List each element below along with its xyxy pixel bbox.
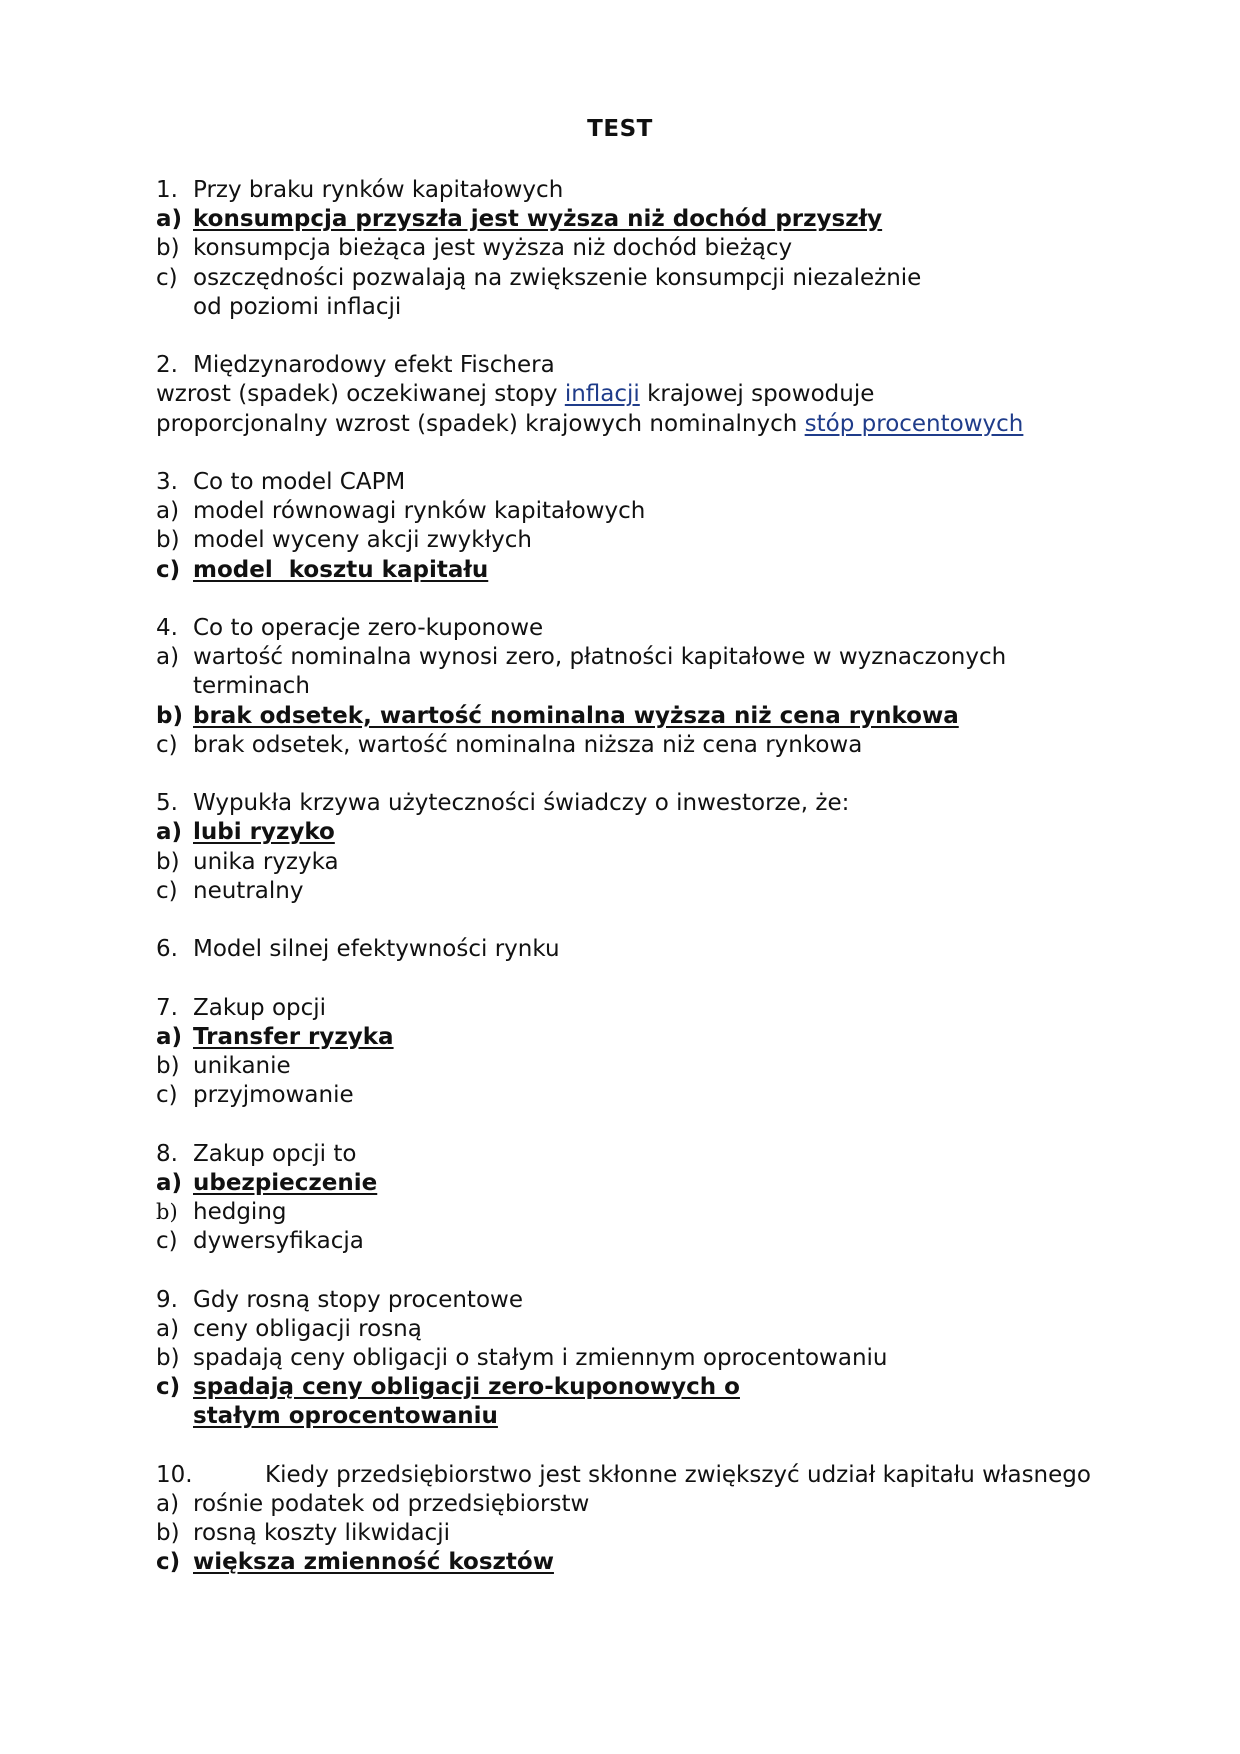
question-2 [156, 351, 1116, 439]
option-text: model równowagi rynków kapitałowych [193, 498, 646, 525]
option-text-correct: spadają ceny obligacji zero-kuponowych o stałym oprocentowaniu [193, 1374, 740, 1430]
option-b [156, 234, 1116, 263]
question-text: Zakup opcji [193, 994, 327, 1021]
option-label: a) [156, 1491, 180, 1517]
question-number: 3. [156, 469, 178, 495]
option-label: b) [156, 702, 183, 729]
option-text-correct: konsumpcja przyszła jest wyższa niż dochód przyszły [193, 206, 883, 233]
option-label: c) [156, 1374, 181, 1401]
option-label: c) [156, 1228, 178, 1255]
option-b [156, 848, 1116, 877]
option-c [156, 556, 1116, 585]
option-text: przyjmowanie [193, 1082, 354, 1109]
question-number: 9. [156, 1286, 178, 1313]
option-b [156, 1052, 1116, 1081]
option-c [156, 1227, 1116, 1256]
option-a [156, 1023, 1116, 1052]
question-number: 10. [156, 1461, 193, 1488]
option-a [156, 818, 1116, 847]
option-c [156, 264, 1116, 322]
option-text: neutralny [193, 877, 304, 904]
option-text-correct: ubezpieczenie [193, 1169, 378, 1196]
option-b [156, 702, 1116, 731]
question-number: 4. [156, 615, 178, 641]
question-text: Przy braku rynków kapitałowych [193, 177, 564, 203]
option-label: b) [156, 527, 180, 554]
answer-line-1: wzrost (spadek) oczekiwanej stopy inflacji krajowej spowoduje [156, 381, 875, 408]
option-b [156, 1344, 1116, 1373]
question-number: 8. [156, 1140, 178, 1167]
option-label: b) [156, 1200, 178, 1224]
question-9 [156, 1286, 1116, 1432]
option-a [156, 1169, 1116, 1198]
option-text: spadają ceny obligacji o stałym i zmiennym oprocentowaniu [193, 1345, 888, 1371]
option-label: b) [156, 1345, 180, 1371]
option-b [156, 1519, 1116, 1548]
option-text-correct: brak odsetek, wartość nominalna wyższa niż cena rynkowa [193, 702, 959, 729]
question-text: Kiedy przedsiębiorstwo jest skłonne zwiększyć udział kapitału własnego [265, 1461, 1091, 1488]
option-label: a) [156, 1315, 180, 1342]
option-a [156, 1315, 1116, 1344]
question-text: Gdy rosną stopy procentowe [193, 1286, 523, 1313]
question-1-header [156, 176, 1116, 205]
question-text: Co to operacje zero-kuponowe [193, 615, 544, 641]
option-b [156, 526, 1116, 555]
option-text: hedging [193, 1199, 287, 1225]
question-list [156, 176, 1116, 1607]
option-label: c) [156, 731, 178, 758]
option-c [156, 1373, 1116, 1431]
question-10 [156, 1461, 1116, 1578]
option-label: c) [156, 264, 178, 291]
interest-rates-link[interactable]: stóp procentowych [804, 410, 1024, 437]
question-4-header [156, 614, 1116, 643]
option-text: dywersyfikacja [193, 1228, 364, 1255]
question-9-header [156, 1286, 1116, 1315]
answer-line-2: proporcjonalny wzrost (spadek) krajowych nominalnych stóp procentowych [156, 410, 1024, 437]
question-number: 6. [156, 936, 178, 963]
question-text: Model silnej efektywności rynku [193, 936, 560, 963]
option-label: c) [156, 877, 178, 904]
option-text: wartość nominalna wynosi zero, płatności kapitałowe w wyznaczonych terminach [193, 644, 1007, 700]
option-label: b) [156, 1053, 180, 1079]
question-7 [156, 994, 1116, 1111]
option-text: unika ryzyka [193, 848, 339, 875]
question-1 [156, 176, 1116, 322]
question-2-header [156, 351, 1116, 380]
option-text-correct: model kosztu kapitału [193, 556, 489, 583]
option-text: model wyceny akcji zwykłych [193, 527, 532, 554]
option-label: b) [156, 848, 180, 875]
question-text: Co to model CAPM [193, 469, 406, 495]
option-c [156, 1081, 1116, 1110]
option-c [156, 877, 1116, 906]
question-3 [156, 468, 1116, 585]
question-text: Międzynarodowy efekt Fischera [193, 352, 555, 379]
option-a [156, 205, 1116, 234]
question-10-header [156, 1461, 1116, 1490]
question-5-header [156, 789, 1116, 818]
question-3-header [156, 468, 1116, 497]
option-label: a) [156, 819, 183, 846]
question-6-header [156, 935, 1116, 964]
option-label: c) [156, 1549, 181, 1576]
option-text-correct: większa zmienność kosztów [193, 1549, 554, 1576]
question-8 [156, 1140, 1116, 1257]
option-label: a) [156, 644, 180, 671]
option-label: a) [156, 1169, 183, 1196]
option-a [156, 643, 1116, 701]
option-text: oszczędności pozwalają na zwiększenie konsumpcji niezależnie od poziomi inflacji [193, 264, 922, 320]
question-number: 7. [156, 994, 178, 1021]
option-label: a) [156, 206, 183, 233]
question-number: 1. [156, 177, 178, 203]
option-label: b) [156, 1520, 180, 1547]
option-label: c) [156, 1082, 178, 1109]
option-text: konsumpcja bieżąca jest wyższa niż dochód bieżący [193, 235, 793, 262]
option-label: a) [156, 498, 180, 525]
inflation-link[interactable]: inflacji [564, 381, 640, 408]
option-b [156, 1198, 1116, 1227]
option-a [156, 497, 1116, 526]
option-c [156, 731, 1116, 760]
option-text: rośnie podatek od przedsiębiorstw [193, 1491, 590, 1517]
question-number: 5. [156, 790, 178, 817]
question-text: Zakup opcji to [193, 1140, 357, 1167]
document-title: TEST [587, 116, 653, 142]
option-text: rosną koszty likwidacji [193, 1520, 450, 1547]
question-7-header [156, 994, 1116, 1023]
option-text-correct: Transfer ryzyka [193, 1023, 394, 1050]
option-label: b) [156, 235, 180, 262]
question-5 [156, 789, 1116, 906]
option-c [156, 1548, 1116, 1577]
option-text: ceny obligacji rosną [193, 1315, 422, 1342]
option-text: brak odsetek, wartość nominalna niższa niż cena rynkowa [193, 731, 863, 758]
option-a [156, 1490, 1116, 1519]
question-4 [156, 614, 1116, 760]
option-text-correct: lubi ryzyko [193, 819, 335, 846]
question-6 [156, 935, 1116, 964]
question-8-header [156, 1140, 1116, 1169]
question-number: 2. [156, 352, 178, 379]
option-text: unikanie [193, 1053, 291, 1079]
option-label: c) [156, 556, 181, 583]
option-label: a) [156, 1023, 183, 1050]
question-text: Wypukła krzywa użyteczności świadczy o inwestorze, że: [193, 790, 850, 817]
